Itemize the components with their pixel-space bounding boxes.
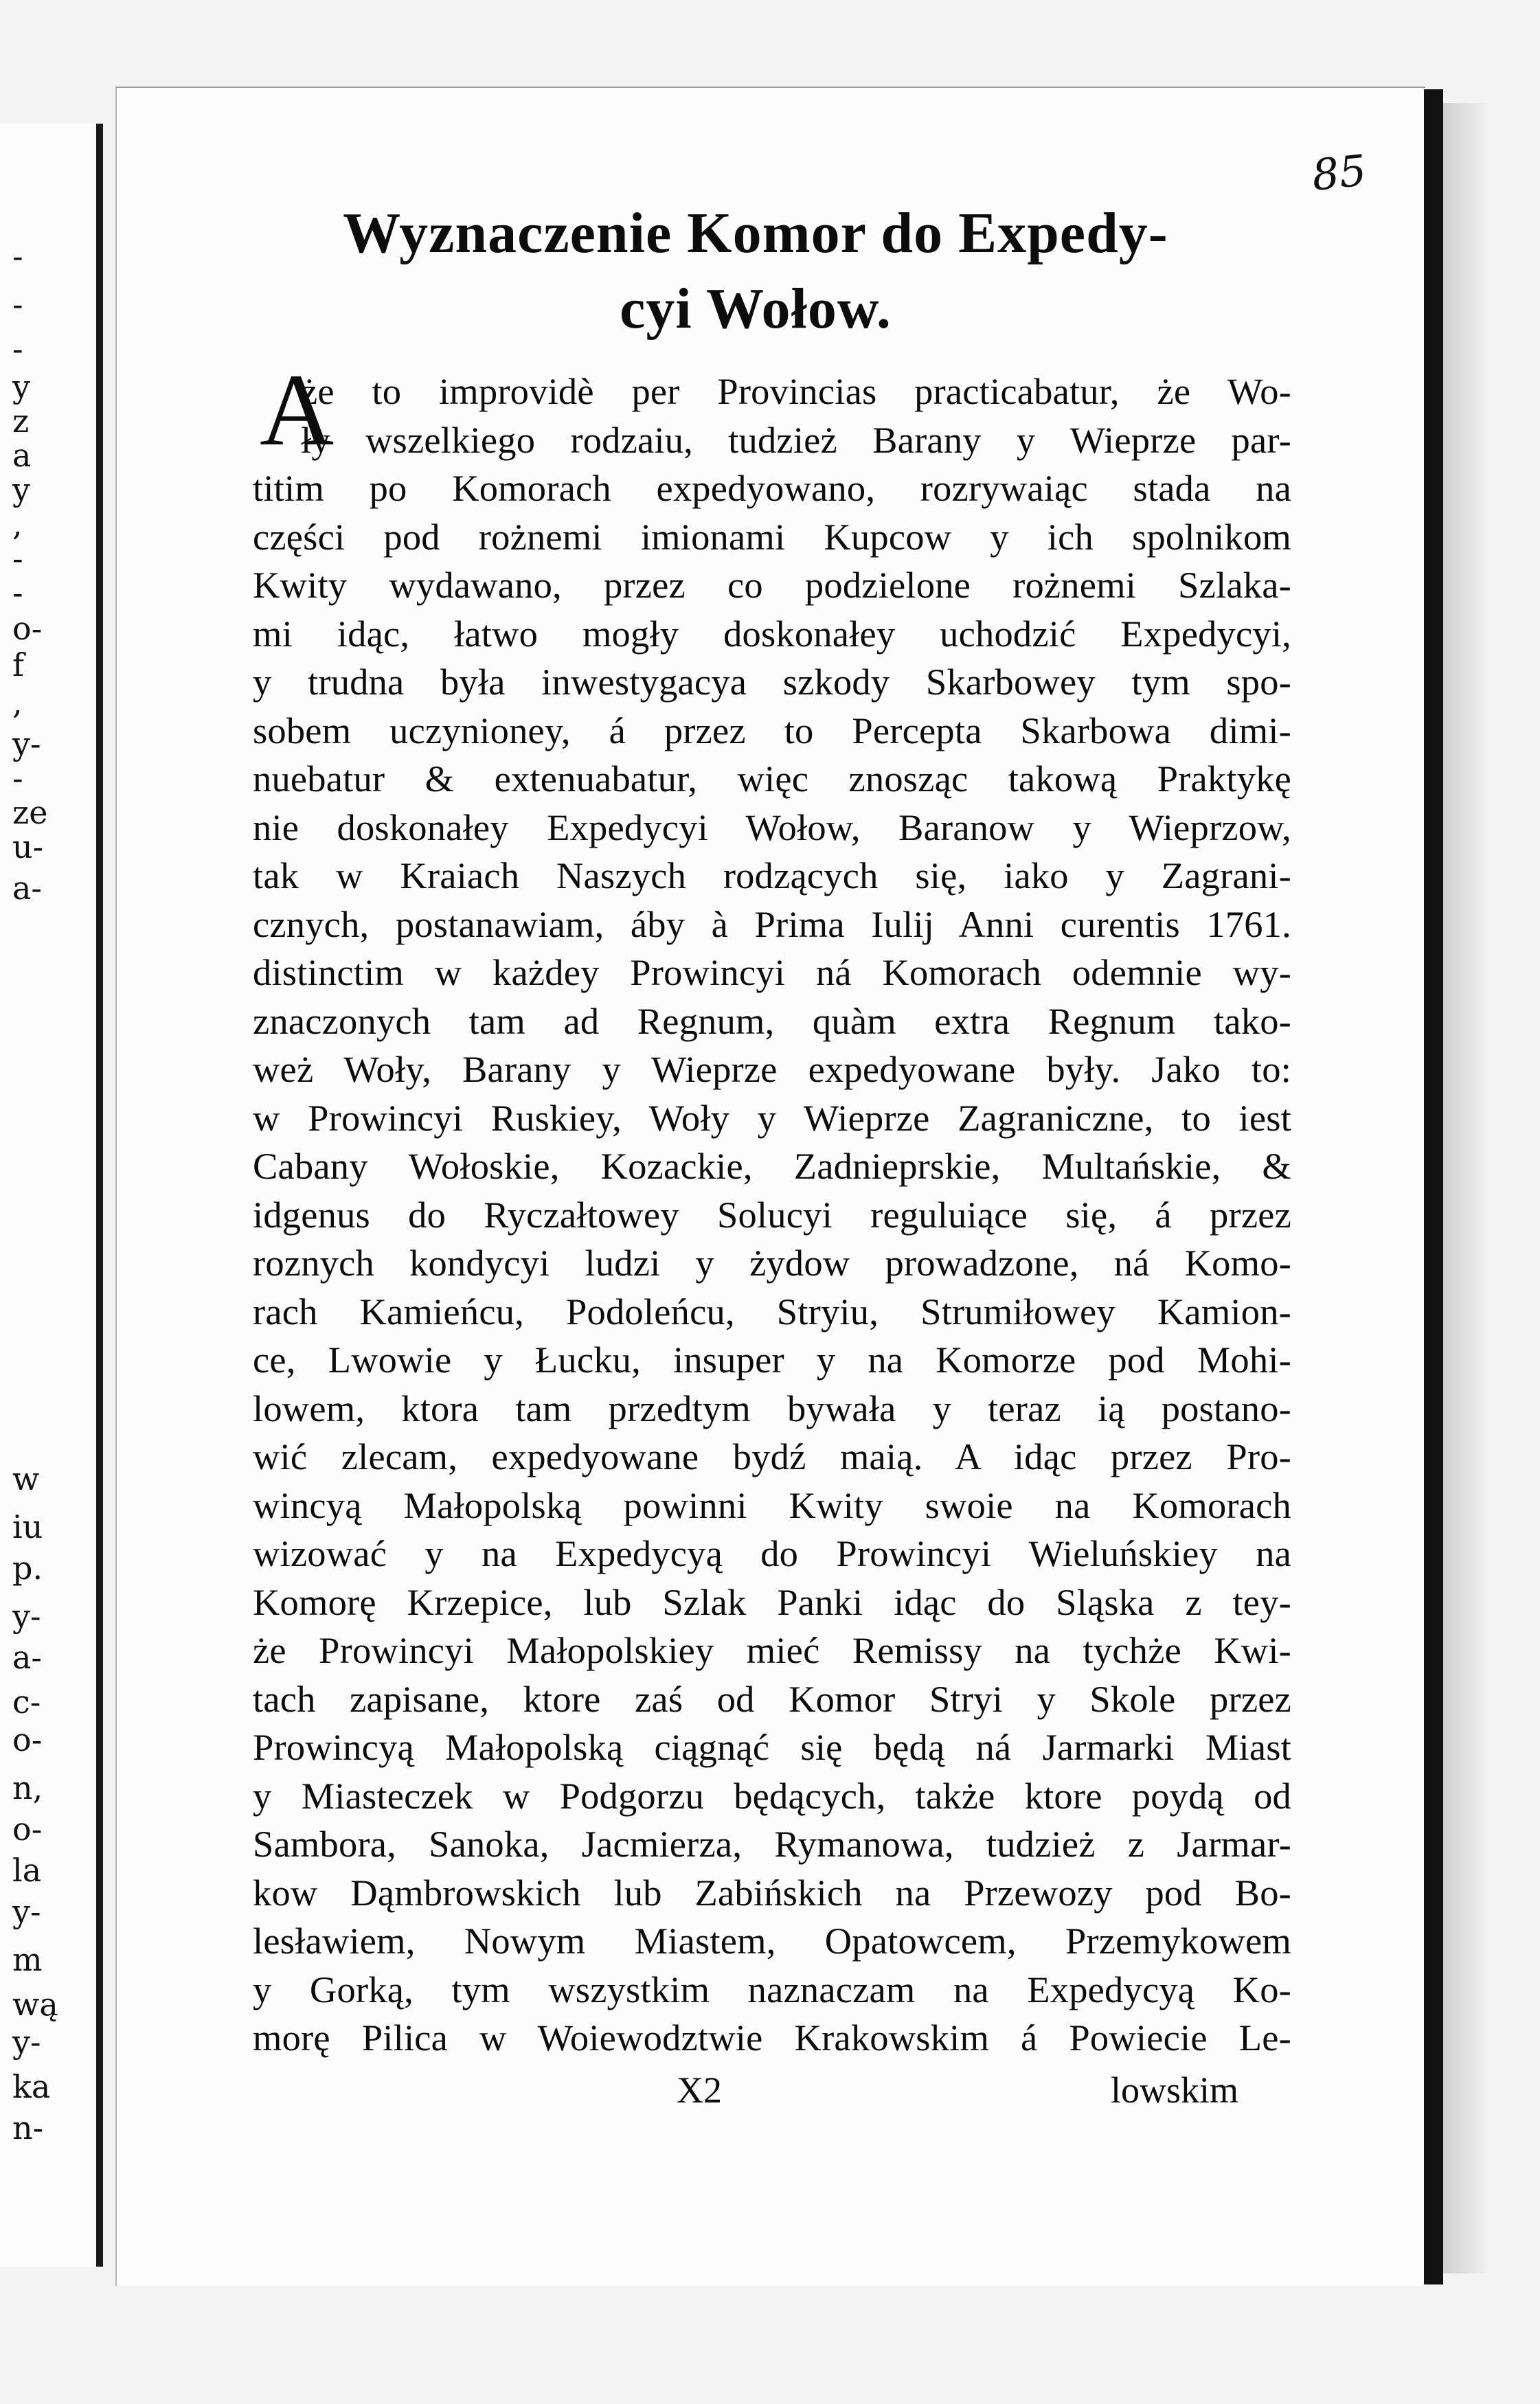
text-line: cznych, postanawiam, áby à Prima Iulij Anni curentis 1761. xyxy=(253,903,1291,945)
left-page-fragment: y xyxy=(12,368,30,405)
text-line: wincyą Małopolską powinni Kwity swoie na Komorach xyxy=(253,1484,1291,1526)
text-line: Komorę Krzepice, lub Szlak Panki idąc do Sląska z tey- xyxy=(253,1580,1291,1623)
left-page-fragment: - xyxy=(12,238,23,275)
body-text xyxy=(253,367,1291,2063)
left-page-fragment: u- xyxy=(12,828,44,865)
text-line: ły wszelkiego rodzaiu, tudzież Barany y Wieprze par- xyxy=(301,418,1291,461)
left-page-fragment: ka xyxy=(12,2068,51,2105)
text-line: części pod rożnemi imionami Kupcow y ich spolnikom xyxy=(253,515,1291,558)
text-line: idgenus do Ryczałtowey Solucyi reguluiące się, á przez xyxy=(253,1193,1291,1236)
text-line: ce, Lwowie y Łucku, insuper y na Komorze pod Mohi- xyxy=(253,1339,1291,1381)
text-line: nie doskonałey Expedycyi Wołow, Baranow y Wieprzow, xyxy=(253,806,1291,848)
left-page-fragment: o- xyxy=(12,1721,43,1758)
text-line: Kwity wydawano, przez co podzielone rożnemi Szlaka- xyxy=(253,564,1291,606)
left-page-fragment: p. xyxy=(12,1550,43,1587)
text-line: znaczonych tam ad Regnum, quàm extra Regnum tako- xyxy=(253,999,1291,1042)
drop-cap: A xyxy=(260,353,335,467)
left-page-fragment: o- xyxy=(12,610,43,647)
text-line: kow Dąmbrowskich lub Zabińskich na Przewozy pod Bo- xyxy=(253,1871,1291,1914)
text-line: sobem uczynioney, á przez to Percepta Skarbowa dimi- xyxy=(253,709,1291,751)
text-line: tak w Kraiach Naszych rodzących się, iako y Zagrani- xyxy=(253,854,1291,896)
text-line: nuebatur & extenuabatur, więc znosząc takową Praktykę xyxy=(253,758,1291,800)
text-line: y Gorką, tym wszystkim naznaczam na Expedycyą Ko- xyxy=(253,1968,1291,2010)
left-page-fragment: f xyxy=(12,646,25,683)
text-line: wić zlecam, expedyowane bydź maią. A idąc przez Pro- xyxy=(253,1436,1291,1477)
text-line: tach zapisane, ktore zaś od Komor Stryi y Skole przez xyxy=(253,1677,1291,1720)
left-page-fragment: - xyxy=(12,760,23,797)
left-page-fragment: o- xyxy=(12,1811,43,1848)
left-page-fragment: a- xyxy=(12,1639,42,1676)
left-page-fragment: w xyxy=(12,1460,40,1497)
left-page-fragment: ze xyxy=(12,794,48,831)
left-page-fragment: la xyxy=(12,1852,42,1889)
page-shadow xyxy=(1443,103,1491,2273)
left-page-fragment: wą xyxy=(12,1986,58,2023)
text-line: Cabany Wołoskie, Kozackie, Zadnieprskie, Multańskie, & xyxy=(253,1145,1291,1187)
text-line: roznych kondycyi ludzi y żydow prowadzone, ná Komo- xyxy=(253,1242,1291,1284)
left-page-fragment: y xyxy=(12,471,30,508)
text-line: weż Woły, Barany y Wieprze expedyowane były. Jako to: xyxy=(253,1048,1291,1090)
text-line: rach Kamieńcu, Podoleńcu, Stryiu, Strumiłowey Kamion- xyxy=(253,1290,1291,1333)
text-line: wizować y na Expedycyą do Prowincyi Wieluńskiey na xyxy=(253,1532,1291,1574)
text-line: że Prowincyi Małopolskiey mieć Remissy na tychże Kwi- xyxy=(253,1629,1291,1671)
signature-mark: X2 xyxy=(677,2070,722,2111)
left-page-fragment: z xyxy=(12,402,30,440)
title-line-1: Wyznaczenie Komor do Expedy- xyxy=(343,201,1168,265)
text-line: w Prowincyi Ruskiey, Woły y Wieprze Zagraniczne, to iest xyxy=(253,1096,1291,1139)
text-line: titim po Komorach expedyowano, rozrywaiąc stada na xyxy=(253,467,1291,509)
text-line: y Miasteczek w Podgorzu będących, także ktore poydą od xyxy=(253,1774,1291,1817)
left-page-sliver xyxy=(0,124,103,2267)
left-page-fragment: y- xyxy=(12,725,41,762)
left-page-fragment: - xyxy=(12,540,23,577)
text-line: Prowincyą Małopolską ciągnąć się będą ná Jarmarki Miast xyxy=(253,1726,1291,1768)
left-page-fragment: c- xyxy=(12,1683,41,1721)
text-line: że to improvidè per Provincias practicabatur, że Wo- xyxy=(301,370,1291,412)
text-line: lowem, ktora tam przedtym bywała y teraz ią postano- xyxy=(253,1387,1291,1429)
left-page-fragment: n, xyxy=(12,1769,43,1806)
left-page-fragment: n- xyxy=(12,2109,44,2146)
left-page-fragment: a xyxy=(12,437,32,474)
left-page-fragment: m xyxy=(12,1941,43,1978)
left-page-fragment: , xyxy=(12,684,23,721)
left-page-fragment: a- xyxy=(12,870,42,907)
text-line: Sambora, Sanoka, Jacmierza, Rymanowa, tudzież z Jarmar- xyxy=(253,1823,1291,1865)
page-number: 85 xyxy=(1309,145,1369,201)
text-line: morę Pilica w Woiewodztwie Krakowskim á Powiecie Le- xyxy=(253,2017,1291,2059)
text-line: mi idąc, łatwo mogły doskonałey uchodzić Expedycyi, xyxy=(253,612,1291,655)
left-page-fragment: - xyxy=(12,286,23,323)
text-line: distinctim w każdey Prowincyi ná Komorach odemnie wy- xyxy=(253,951,1291,993)
text-line: y trudna była inwestygacya szkody Skarbowey tym spo- xyxy=(253,661,1291,703)
catchword: lowskim xyxy=(1111,2070,1239,2111)
page-title xyxy=(206,196,1305,347)
left-page-fragment: y- xyxy=(12,2023,41,2061)
page-edge xyxy=(1424,89,1443,2284)
left-page-fragment: y- xyxy=(12,1893,41,1930)
left-page-fragment: iu xyxy=(12,1508,43,1545)
left-page-fragment: y- xyxy=(12,1598,41,1635)
title-line-2: cyi Wołow. xyxy=(620,277,892,341)
left-page-fragment: - xyxy=(12,574,23,611)
left-page-fragment: , xyxy=(12,506,23,543)
left-page-fragment: - xyxy=(12,330,23,367)
text-line: lesławiem, Nowym Miastem, Opatowcem, Przemykowem xyxy=(253,1920,1291,1962)
